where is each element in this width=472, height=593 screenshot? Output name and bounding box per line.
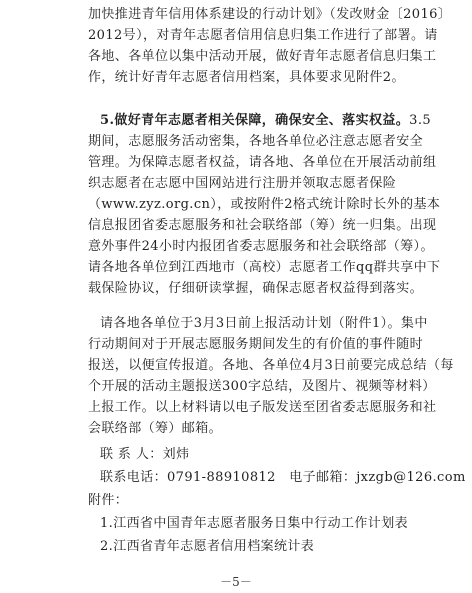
section-5-line: 织志愿者在志愿中国网站进行注册并领取志愿者保险 bbox=[88, 176, 397, 191]
section-5-line: 期间，志愿服务活动密集，各地各单位必注意志愿者安全 bbox=[88, 134, 424, 149]
section-5-line: 意外事件24小时内报团省委志愿服务和社会联络部（筹）。 bbox=[88, 239, 434, 254]
section-5-line: 管理。为保障志愿者权益，请各地、各单位在开展活动前组 bbox=[88, 155, 437, 170]
paragraph-line: 2012号），对青年志愿者信用信息归集工作进行了部署。请 bbox=[88, 28, 438, 43]
section-5-line: （www.zyz.org.cn），或按附件2格式统计除时长外的基本 bbox=[88, 197, 441, 212]
section-5-heading: 5.做好青年志愿者相关保障，确保安全、落实权益。 bbox=[100, 113, 410, 128]
attachment-item: 2.江西省青年志愿者信用档案统计表 bbox=[100, 539, 315, 554]
attachment-item: 1.江西省中国青年志愿者服务日集中行动工作计划表 bbox=[100, 516, 409, 531]
section-5-heading-line bbox=[100, 112, 472, 130]
section-5-line: 请各地各单位到江西地市（高校）志愿者工作qq群共享中下 bbox=[88, 260, 441, 275]
report-paragraph-line: 会联络部（筹）邮箱。 bbox=[88, 421, 223, 436]
section-5-line: 信息报团省委志愿服务和社会联络部（筹）统一归集。出现 bbox=[88, 218, 437, 233]
section-5-heading-tail: 3.5 bbox=[409, 113, 432, 128]
contact-phone-email: 联系电话：0791-88910812 电子邮箱：jxzgb@126.com bbox=[100, 470, 466, 485]
report-paragraph-line: 个开展的活动主题报送300字总结，及图片、视频等材料） bbox=[88, 379, 436, 394]
paragraph-line: 各地、各单位以集中活动开展，做好青年志愿者信息归集工 bbox=[88, 49, 437, 64]
report-paragraph-line: 报送，以便宣传报道。各地、各单位4月3日前要完成总结（每 bbox=[88, 358, 454, 373]
paragraph-line: 加快推进青年信用体系建设的行动计划》（发改财金〔2016〕 bbox=[88, 7, 452, 22]
attachments-label: 附件： bbox=[88, 493, 129, 508]
contact-person: 联 系 人：刘炜 bbox=[100, 447, 190, 462]
report-paragraph-line: 请各地各单位于3月3日前上报活动计划（附件1）。集中 bbox=[100, 316, 428, 331]
report-paragraph-line: 行动期间对于开展志愿服务期间发生的有价值的事件随时 bbox=[88, 337, 424, 352]
report-paragraph-line: 上报工作。以上材料请以电子版发送至团省委志愿服务和社 bbox=[88, 400, 437, 415]
section-5-line: 载保险协议，仔细研读掌握，确保志愿者权益得到落实。 bbox=[88, 281, 424, 296]
page-number: －5－ bbox=[220, 575, 252, 589]
paragraph-line: 作，统计好青年志愿者信用档案，具体要求见附件2。 bbox=[88, 70, 405, 85]
